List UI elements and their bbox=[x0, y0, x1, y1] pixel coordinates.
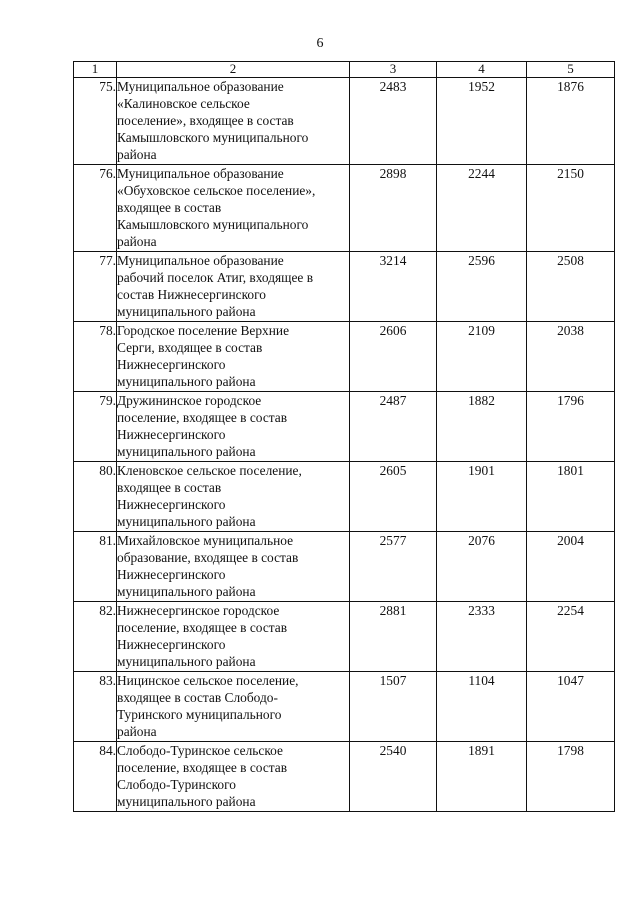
name-line: Камышловского муниципального bbox=[117, 130, 309, 145]
municipality-name bbox=[117, 462, 350, 532]
header-col-3: 3 bbox=[350, 62, 437, 78]
value-col-4: 1882 bbox=[437, 392, 527, 462]
table-row bbox=[74, 392, 615, 462]
row-number: 78. bbox=[74, 322, 117, 392]
table-header-row bbox=[74, 62, 615, 78]
value-col-4: 2244 bbox=[437, 165, 527, 252]
name-line: Городское поселение Верхние bbox=[117, 323, 290, 338]
table-row bbox=[74, 602, 615, 672]
name-line: Нижнесергинского bbox=[117, 497, 226, 512]
name-line: Нижнесергинского bbox=[117, 357, 226, 372]
value-col-5: 2254 bbox=[527, 602, 615, 672]
name-line: муниципального района bbox=[117, 794, 256, 809]
value-col-3: 1507 bbox=[350, 672, 437, 742]
value-col-5: 1798 bbox=[527, 742, 615, 812]
row-number: 76. bbox=[74, 165, 117, 252]
name-line: поселение, входящее в состав bbox=[117, 410, 288, 425]
name-line: района bbox=[117, 724, 157, 739]
name-line: муниципального района bbox=[117, 374, 256, 389]
name-line: Нижнесергинское городское bbox=[117, 603, 280, 618]
name-line: образование, входящее в состав bbox=[117, 550, 299, 565]
name-line: поселение, входящее в состав bbox=[117, 620, 288, 635]
value-col-4: 1952 bbox=[437, 78, 527, 165]
value-col-4: 2109 bbox=[437, 322, 527, 392]
name-line: «Калиновское сельское bbox=[117, 96, 250, 111]
table-row bbox=[74, 532, 615, 602]
name-line: Муниципальное образование bbox=[117, 166, 284, 181]
name-line: рабочий поселок Атиг, входящее в bbox=[117, 270, 314, 285]
table-row bbox=[74, 78, 615, 165]
value-col-5: 1047 bbox=[527, 672, 615, 742]
header-col-1: 1 bbox=[74, 62, 117, 78]
name-line: Серги, входящее в состав bbox=[117, 340, 263, 355]
value-col-3: 3214 bbox=[350, 252, 437, 322]
value-col-4: 2076 bbox=[437, 532, 527, 602]
row-number: 77. bbox=[74, 252, 117, 322]
name-line: входящее в состав bbox=[117, 200, 222, 215]
value-col-3: 2483 bbox=[350, 78, 437, 165]
table-row bbox=[74, 672, 615, 742]
header-col-4: 4 bbox=[437, 62, 527, 78]
table-row bbox=[74, 462, 615, 532]
name-line: Ницинское сельское поселение, bbox=[117, 673, 299, 688]
table-row bbox=[74, 165, 615, 252]
row-number: 80. bbox=[74, 462, 117, 532]
row-number: 81. bbox=[74, 532, 117, 602]
value-col-3: 2898 bbox=[350, 165, 437, 252]
municipality-name bbox=[117, 392, 350, 462]
value-col-5: 2508 bbox=[527, 252, 615, 322]
row-number: 83. bbox=[74, 672, 117, 742]
name-line: Дружининское городское bbox=[117, 393, 262, 408]
name-line: «Обуховское сельское поселение», bbox=[117, 183, 316, 198]
name-line: поселение, входящее в состав bbox=[117, 760, 288, 775]
name-line: поселение», входящее в состав bbox=[117, 113, 294, 128]
name-line: муниципального района bbox=[117, 654, 256, 669]
name-line: Туринского муниципального bbox=[117, 707, 282, 722]
value-col-3: 2540 bbox=[350, 742, 437, 812]
name-line: Нижнесергинского bbox=[117, 427, 226, 442]
name-line: входящее в состав Слободо- bbox=[117, 690, 278, 705]
page-number: 6 bbox=[316, 36, 324, 51]
municipality-name bbox=[117, 602, 350, 672]
value-col-5: 2150 bbox=[527, 165, 615, 252]
table-row bbox=[74, 322, 615, 392]
municipality-name bbox=[117, 672, 350, 742]
value-col-3: 2606 bbox=[350, 322, 437, 392]
value-col-3: 2577 bbox=[350, 532, 437, 602]
name-line: состав Нижнесергинского bbox=[117, 287, 266, 302]
name-line: муниципального района bbox=[117, 444, 256, 459]
table-row bbox=[74, 742, 615, 812]
name-line: Слободо-Туринское сельское bbox=[117, 743, 283, 758]
value-col-5: 2038 bbox=[527, 322, 615, 392]
name-line: муниципального района bbox=[117, 304, 256, 319]
name-line: муниципального района bbox=[117, 514, 256, 529]
value-col-5: 1876 bbox=[527, 78, 615, 165]
value-col-4: 1891 bbox=[437, 742, 527, 812]
row-number: 75. bbox=[74, 78, 117, 165]
name-line: района bbox=[117, 234, 157, 249]
value-col-4: 1901 bbox=[437, 462, 527, 532]
municipality-name bbox=[117, 165, 350, 252]
value-col-4: 1104 bbox=[437, 672, 527, 742]
row-number: 79. bbox=[74, 392, 117, 462]
municipality-name bbox=[117, 322, 350, 392]
name-line: Михайловское муниципальное bbox=[117, 533, 294, 548]
name-line: Камышловского муниципального bbox=[117, 217, 309, 232]
name-line: Слободо-Туринского bbox=[117, 777, 236, 792]
municipality-name bbox=[117, 742, 350, 812]
value-col-3: 2881 bbox=[350, 602, 437, 672]
header-col-2: 2 bbox=[117, 62, 350, 78]
name-line: Нижнесергинского bbox=[117, 637, 226, 652]
value-col-4: 2333 bbox=[437, 602, 527, 672]
municipality-name bbox=[117, 252, 350, 322]
value-col-3: 2605 bbox=[350, 462, 437, 532]
data-table bbox=[73, 61, 615, 812]
name-line: Кленовское сельское поселение, bbox=[117, 463, 302, 478]
header-col-5: 5 bbox=[527, 62, 615, 78]
row-number: 82. bbox=[74, 602, 117, 672]
value-col-3: 2487 bbox=[350, 392, 437, 462]
value-col-4: 2596 bbox=[437, 252, 527, 322]
name-line: муниципального района bbox=[117, 584, 256, 599]
municipality-name bbox=[117, 78, 350, 165]
name-line: Муниципальное образование bbox=[117, 79, 284, 94]
name-line: района bbox=[117, 147, 157, 162]
municipality-name bbox=[117, 532, 350, 602]
table-row bbox=[74, 252, 615, 322]
name-line: Муниципальное образование bbox=[117, 253, 284, 268]
name-line: Нижнесергинского bbox=[117, 567, 226, 582]
value-col-5: 1796 bbox=[527, 392, 615, 462]
value-col-5: 2004 bbox=[527, 532, 615, 602]
name-line: входящее в состав bbox=[117, 480, 222, 495]
row-number: 84. bbox=[74, 742, 117, 812]
value-col-5: 1801 bbox=[527, 462, 615, 532]
